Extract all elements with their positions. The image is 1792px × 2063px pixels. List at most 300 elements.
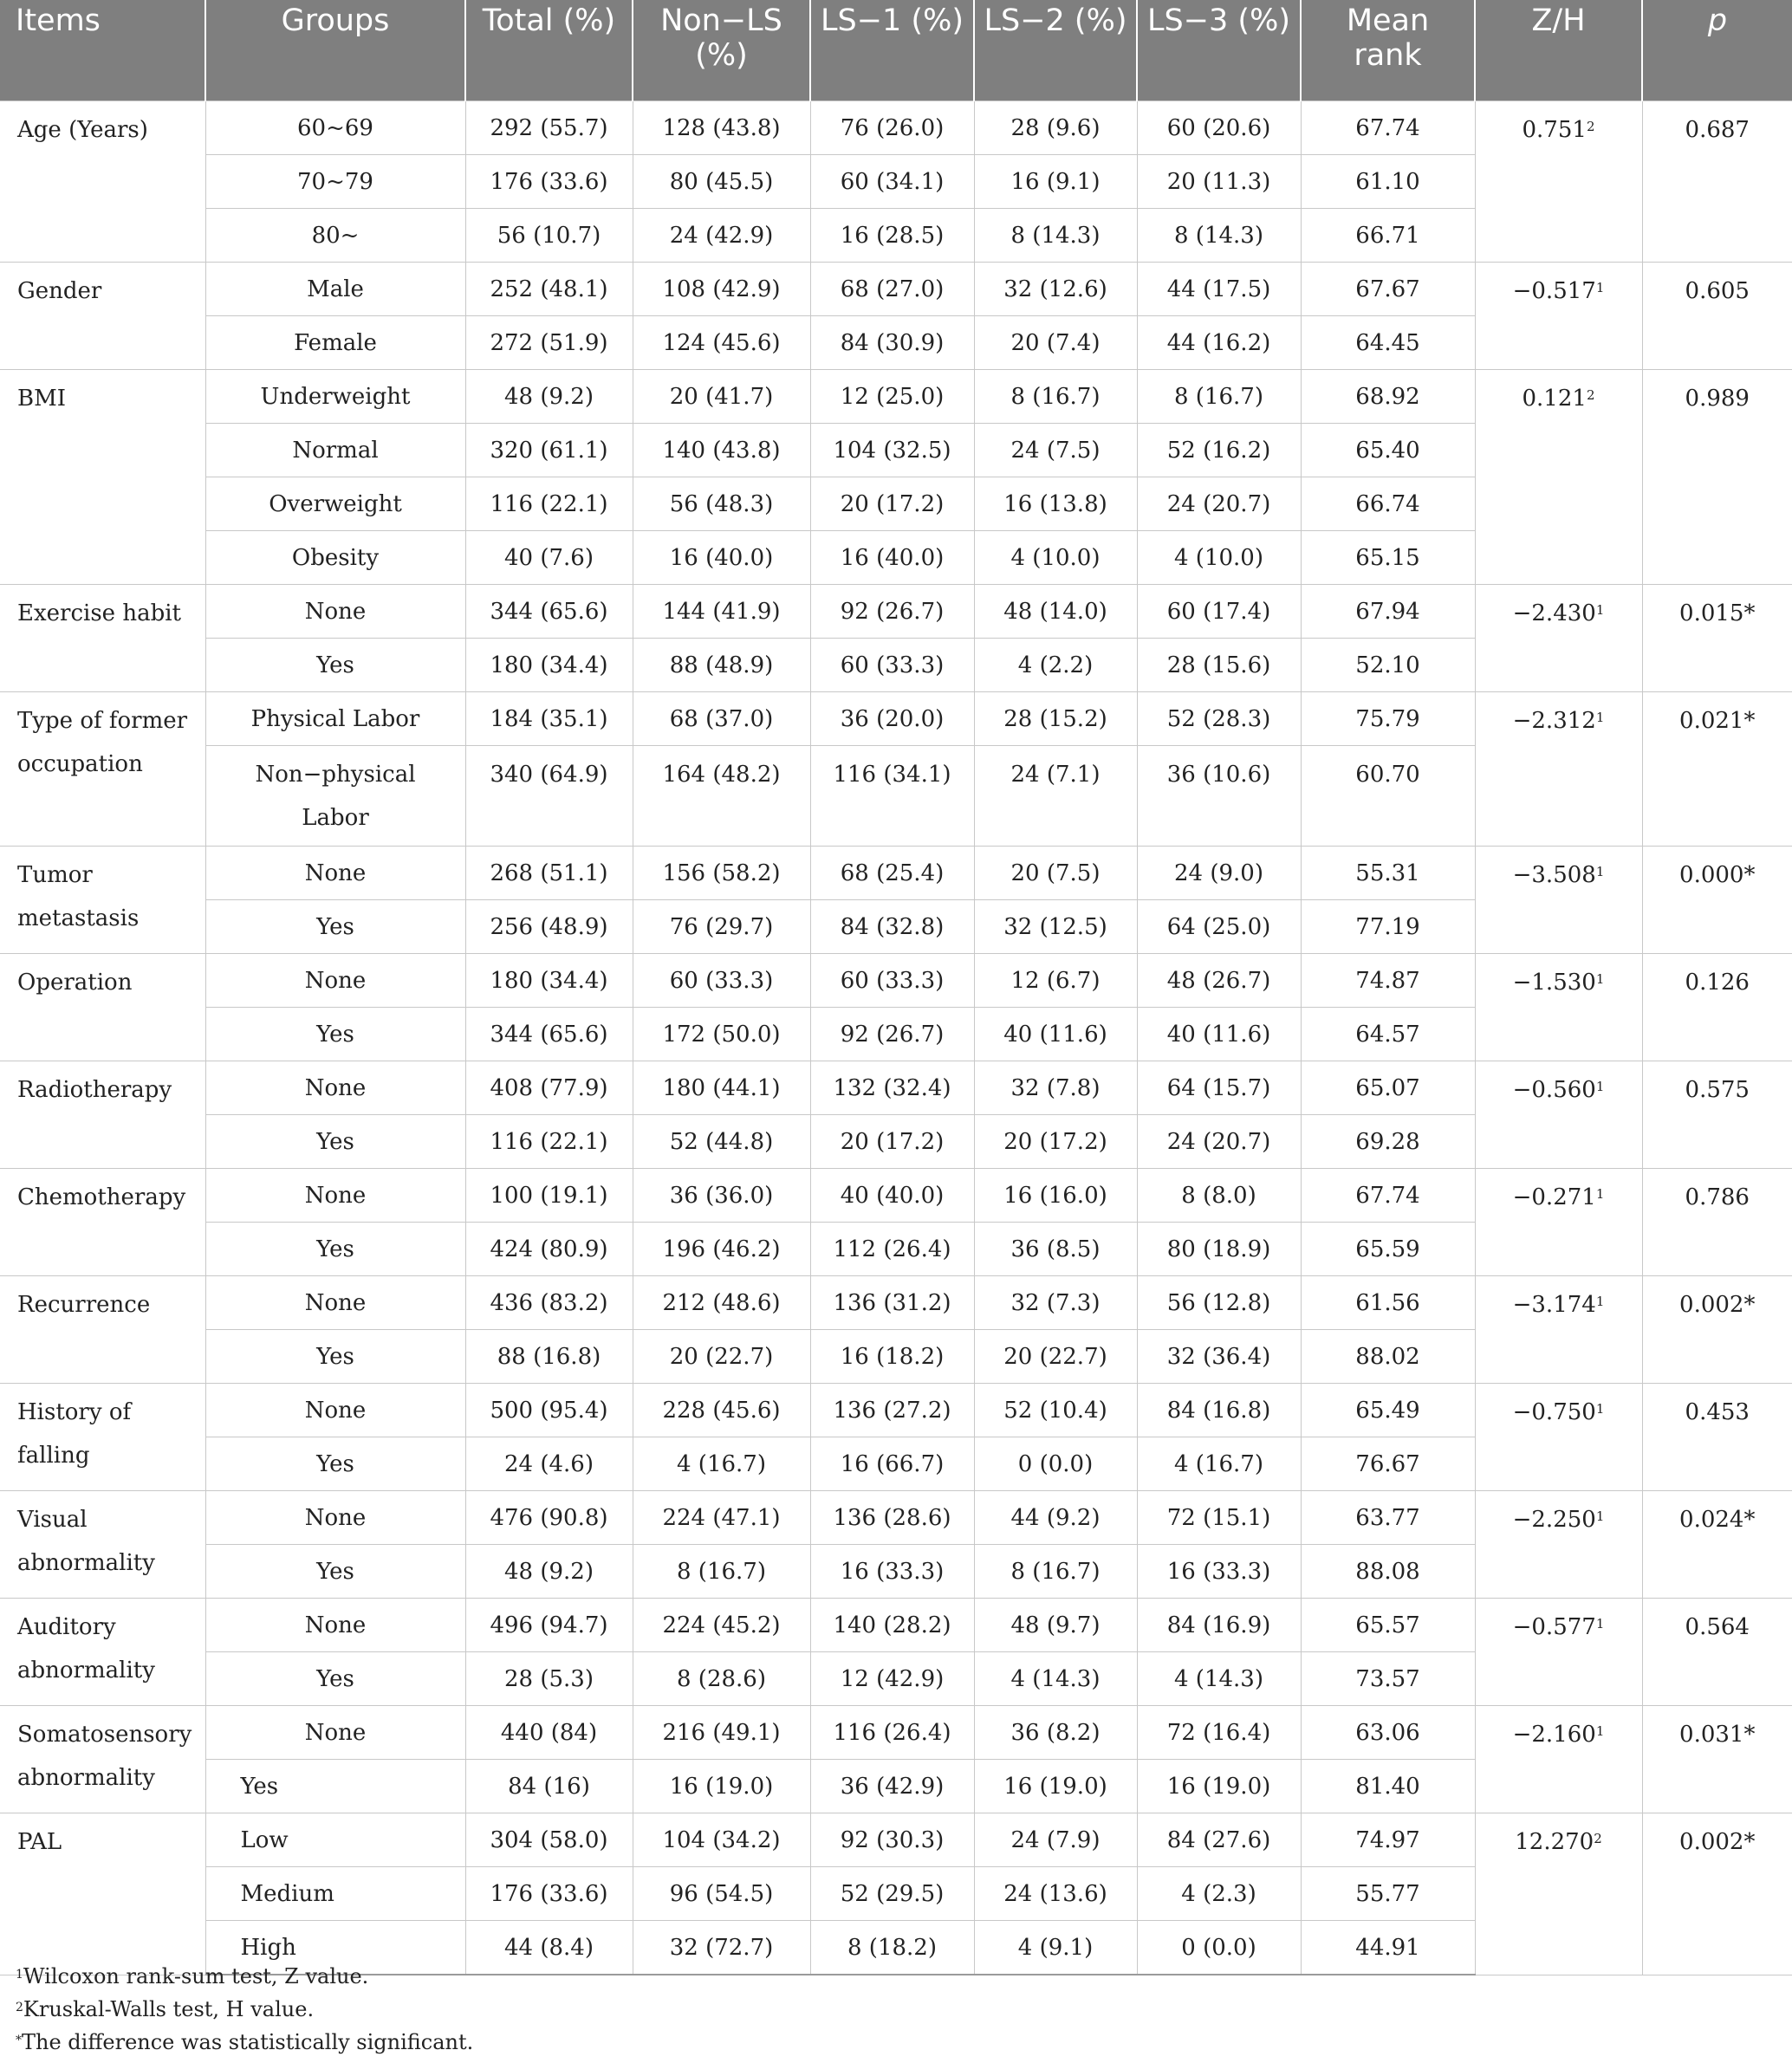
non-ls-cell: 164 (48.2) <box>633 746 810 847</box>
ls-1-cell: 36 (20.0) <box>810 692 974 746</box>
ls-1-cell: 16 (18.2) <box>810 1330 974 1384</box>
ls-1-cell: 16 (28.5) <box>810 209 974 263</box>
total-cell: 344 (65.6) <box>465 585 633 639</box>
ls-1-cell: 76 (26.0) <box>810 101 974 155</box>
ls-1-cell: 84 (30.9) <box>810 316 974 370</box>
ls-3-cell: 8 (16.7) <box>1137 370 1301 424</box>
p-value: 0.024* <box>1642 1491 1792 1599</box>
total-cell: 252 (48.1) <box>465 263 633 316</box>
ls-3-cell: 56 (12.8) <box>1137 1276 1301 1330</box>
non-ls-cell: 144 (41.9) <box>633 585 810 639</box>
item-label: Recurrence <box>0 1276 205 1384</box>
z-h-number: −0.560 <box>1512 1077 1596 1103</box>
ls-2-cell: 32 (7.3) <box>974 1276 1137 1330</box>
ls-3-cell: 32 (36.4) <box>1137 1330 1301 1384</box>
group-cell: None <box>205 585 465 639</box>
table-row <box>0 585 1792 639</box>
z-h-number: 12.270 <box>1515 1829 1594 1855</box>
non-ls-cell: 156 (58.2) <box>633 847 810 900</box>
z-h-value <box>1475 1276 1642 1384</box>
z-h-number: −2.160 <box>1512 1722 1596 1748</box>
ls-2-cell: 8 (16.7) <box>974 370 1137 424</box>
mean-rank-cell: 65.07 <box>1301 1061 1475 1115</box>
item-label: Chemotherapy <box>0 1169 205 1276</box>
total-cell: 44 (8.4) <box>465 1921 633 1975</box>
ls-3-cell: 72 (15.1) <box>1137 1491 1301 1545</box>
table-row <box>0 370 1792 424</box>
p-value: 0.564 <box>1642 1599 1792 1706</box>
total-cell: 496 (94.7) <box>465 1599 633 1652</box>
group-cell: 80~ <box>205 209 465 263</box>
footnote-1-marker: 1 <box>16 1968 23 1982</box>
non-ls-cell: 108 (42.9) <box>633 263 810 316</box>
header-mean-rank: Mean rank <box>1301 0 1475 101</box>
group-cell: Normal <box>205 424 465 477</box>
mean-rank-cell: 60.70 <box>1301 746 1475 847</box>
ls-2-cell: 16 (16.0) <box>974 1169 1137 1223</box>
z-h-number: −2.250 <box>1512 1507 1596 1533</box>
z-h-test-marker: 1 <box>1595 1079 1605 1094</box>
item-label: Visual abnormality <box>0 1491 205 1599</box>
non-ls-cell: 224 (45.2) <box>633 1599 810 1652</box>
total-cell: 180 (34.4) <box>465 954 633 1008</box>
footnote-2-marker: 2 <box>16 2001 23 2014</box>
group-cell: None <box>205 1599 465 1652</box>
ls-3-cell: 84 (27.6) <box>1137 1813 1301 1867</box>
table-row <box>0 1276 1792 1330</box>
group-cell: None <box>205 1706 465 1760</box>
ls-1-cell: 12 (25.0) <box>810 370 974 424</box>
non-ls-cell: 8 (28.6) <box>633 1652 810 1706</box>
group-cell: Yes <box>205 1437 465 1491</box>
z-h-test-marker: 2 <box>1586 119 1595 134</box>
z-h-number: −2.430 <box>1512 600 1596 626</box>
item-label: History of falling <box>0 1384 205 1491</box>
group-cell: Male <box>205 263 465 316</box>
footnote-3 <box>16 2026 473 2059</box>
group-cell: None <box>205 954 465 1008</box>
ls-2-cell: 24 (7.9) <box>974 1813 1137 1867</box>
group-cell: Physical Labor <box>205 692 465 746</box>
non-ls-cell: 180 (44.1) <box>633 1061 810 1115</box>
item-label: PAL <box>0 1813 205 1975</box>
ls-2-cell: 32 (12.6) <box>974 263 1137 316</box>
mean-rank-cell: 73.57 <box>1301 1652 1475 1706</box>
group-cell: None <box>205 1061 465 1115</box>
p-value: 0.687 <box>1642 101 1792 263</box>
non-ls-cell: 128 (43.8) <box>633 101 810 155</box>
ls-1-cell: 136 (31.2) <box>810 1276 974 1330</box>
header-ls-2: LS−2 (%) <box>974 0 1137 101</box>
ls-1-cell: 136 (28.6) <box>810 1491 974 1545</box>
mean-rank-cell: 65.57 <box>1301 1599 1475 1652</box>
total-cell: 476 (90.8) <box>465 1491 633 1545</box>
ls-3-cell: 64 (15.7) <box>1137 1061 1301 1115</box>
p-value: 0.015* <box>1642 585 1792 692</box>
ls-1-cell: 112 (26.4) <box>810 1223 974 1276</box>
mean-rank-cell: 66.71 <box>1301 209 1475 263</box>
z-h-number: −0.577 <box>1512 1614 1596 1640</box>
mean-rank-cell: 65.40 <box>1301 424 1475 477</box>
group-cell: Yes <box>205 1652 465 1706</box>
ls-1-cell: 20 (17.2) <box>810 477 974 531</box>
z-h-value <box>1475 1813 1642 1975</box>
footnote-3-marker: * <box>16 2034 22 2047</box>
z-h-number: −0.750 <box>1512 1399 1596 1425</box>
non-ls-cell: 16 (40.0) <box>633 531 810 585</box>
item-label: Auditory abnormality <box>0 1599 205 1706</box>
ls-2-cell: 8 (14.3) <box>974 209 1137 263</box>
group-cell: Low <box>205 1813 465 1867</box>
ls-2-cell: 4 (2.2) <box>974 639 1137 692</box>
group-cell: High <box>205 1921 465 1975</box>
total-cell: 180 (34.4) <box>465 639 633 692</box>
item-label: Age (Years) <box>0 101 205 263</box>
z-h-test-marker: 1 <box>1595 971 1605 987</box>
footnote-1-text: Wilcoxon rank-sum test, Z value. <box>23 1964 369 1988</box>
group-cell: Medium <box>205 1867 465 1921</box>
mean-rank-cell: 64.45 <box>1301 316 1475 370</box>
z-h-test-marker: 1 <box>1595 1508 1605 1524</box>
z-h-test-marker: 1 <box>1595 710 1605 725</box>
p-value: 0.126 <box>1642 954 1792 1061</box>
total-cell: 116 (22.1) <box>465 477 633 531</box>
z-h-value <box>1475 1706 1642 1813</box>
ls-2-cell: 36 (8.5) <box>974 1223 1137 1276</box>
non-ls-cell: 196 (46.2) <box>633 1223 810 1276</box>
ls-3-cell: 8 (8.0) <box>1137 1169 1301 1223</box>
mean-rank-cell: 75.79 <box>1301 692 1475 746</box>
item-label: Somatosensory abnormality <box>0 1706 205 1813</box>
footnote-3-text: The difference was statistically significant. <box>22 2030 474 2054</box>
group-cell: Yes <box>205 1545 465 1599</box>
ls-2-cell: 48 (9.7) <box>974 1599 1137 1652</box>
non-ls-cell: 212 (48.6) <box>633 1276 810 1330</box>
total-cell: 256 (48.9) <box>465 900 633 954</box>
non-ls-cell: 56 (48.3) <box>633 477 810 531</box>
ls-1-cell: 60 (33.3) <box>810 639 974 692</box>
p-value: 0.786 <box>1642 1169 1792 1276</box>
z-h-value <box>1475 692 1642 847</box>
ls-1-cell: 60 (33.3) <box>810 954 974 1008</box>
mean-rank-cell: 55.77 <box>1301 1867 1475 1921</box>
ls-3-cell: 72 (16.4) <box>1137 1706 1301 1760</box>
p-value: 0.031* <box>1642 1706 1792 1813</box>
z-h-test-marker: 1 <box>1595 1186 1605 1202</box>
total-cell: 48 (9.2) <box>465 370 633 424</box>
ls-1-cell: 68 (27.0) <box>810 263 974 316</box>
total-cell: 100 (19.1) <box>465 1169 633 1223</box>
ls-1-cell: 68 (25.4) <box>810 847 974 900</box>
ls-1-cell: 116 (26.4) <box>810 1706 974 1760</box>
mean-rank-cell: 69.28 <box>1301 1115 1475 1169</box>
ls-3-cell: 8 (14.3) <box>1137 209 1301 263</box>
total-cell: 24 (4.6) <box>465 1437 633 1491</box>
mean-rank-cell: 61.10 <box>1301 155 1475 209</box>
ls-2-cell: 24 (7.1) <box>974 746 1137 847</box>
z-h-test-marker: 1 <box>1595 602 1605 618</box>
mean-rank-cell: 88.02 <box>1301 1330 1475 1384</box>
mean-rank-cell: 64.57 <box>1301 1008 1475 1061</box>
group-cell: None <box>205 1384 465 1437</box>
ls-3-cell: 4 (16.7) <box>1137 1437 1301 1491</box>
ls-1-cell: 84 (32.8) <box>810 900 974 954</box>
ls-3-cell: 16 (33.3) <box>1137 1545 1301 1599</box>
mean-rank-cell: 74.97 <box>1301 1813 1475 1867</box>
item-label: Type of former occupation <box>0 692 205 847</box>
ls-3-cell: 24 (9.0) <box>1137 847 1301 900</box>
z-h-number: −3.174 <box>1512 1292 1596 1318</box>
non-ls-cell: 16 (19.0) <box>633 1760 810 1813</box>
table-row <box>0 1491 1792 1545</box>
total-cell: 340 (64.9) <box>465 746 633 847</box>
mean-rank-cell: 76.67 <box>1301 1437 1475 1491</box>
header-row <box>0 0 1792 101</box>
mean-rank-cell: 67.94 <box>1301 585 1475 639</box>
total-cell: 304 (58.0) <box>465 1813 633 1867</box>
ls-3-cell: 60 (20.6) <box>1137 101 1301 155</box>
z-h-test-marker: 1 <box>1595 864 1605 879</box>
ls-3-cell: 24 (20.7) <box>1137 1115 1301 1169</box>
p-value: 0.002* <box>1642 1276 1792 1384</box>
ls-2-cell: 16 (9.1) <box>974 155 1137 209</box>
ls-3-cell: 52 (16.2) <box>1137 424 1301 477</box>
z-h-value <box>1475 847 1642 954</box>
mean-rank-cell: 63.77 <box>1301 1491 1475 1545</box>
non-ls-cell: 52 (44.8) <box>633 1115 810 1169</box>
non-ls-cell: 228 (45.6) <box>633 1384 810 1437</box>
group-cell: Yes <box>205 1008 465 1061</box>
item-label: Operation <box>0 954 205 1061</box>
non-ls-cell: 224 (47.1) <box>633 1491 810 1545</box>
ls-2-cell: 20 (7.5) <box>974 847 1137 900</box>
mean-rank-cell: 66.74 <box>1301 477 1475 531</box>
non-ls-cell: 68 (37.0) <box>633 692 810 746</box>
mean-rank-cell: 44.91 <box>1301 1921 1475 1975</box>
ls-3-cell: 80 (18.9) <box>1137 1223 1301 1276</box>
mean-rank-cell: 65.49 <box>1301 1384 1475 1437</box>
ls-1-cell: 92 (26.7) <box>810 1008 974 1061</box>
ls-2-cell: 32 (7.8) <box>974 1061 1137 1115</box>
table-body <box>0 101 1792 1975</box>
ls-1-cell: 60 (34.1) <box>810 155 974 209</box>
ls-1-cell: 12 (42.9) <box>810 1652 974 1706</box>
total-cell: 28 (5.3) <box>465 1652 633 1706</box>
total-cell: 176 (33.6) <box>465 155 633 209</box>
table-row <box>0 1813 1792 1867</box>
total-cell: 424 (80.9) <box>465 1223 633 1276</box>
ls-2-cell: 20 (22.7) <box>974 1330 1137 1384</box>
z-h-value <box>1475 1061 1642 1169</box>
item-label: Tumor metastasis <box>0 847 205 954</box>
group-cell: Yes <box>205 1223 465 1276</box>
mean-rank-cell: 65.15 <box>1301 531 1475 585</box>
ls-3-cell: 48 (26.7) <box>1137 954 1301 1008</box>
ls-3-cell: 44 (17.5) <box>1137 263 1301 316</box>
header-ls-1: LS−1 (%) <box>810 0 974 101</box>
z-h-number: −0.271 <box>1512 1184 1596 1210</box>
header-p: p <box>1642 0 1792 101</box>
total-cell: 56 (10.7) <box>465 209 633 263</box>
group-cell: Yes <box>205 900 465 954</box>
z-h-value <box>1475 1384 1642 1491</box>
non-ls-cell: 24 (42.9) <box>633 209 810 263</box>
group-cell: Underweight <box>205 370 465 424</box>
group-cell: Yes <box>205 1760 465 1813</box>
ls-1-cell: 20 (17.2) <box>810 1115 974 1169</box>
ls-2-cell: 20 (7.4) <box>974 316 1137 370</box>
ls-2-cell: 48 (14.0) <box>974 585 1137 639</box>
total-cell: 292 (55.7) <box>465 101 633 155</box>
mean-rank-cell: 55.31 <box>1301 847 1475 900</box>
z-h-number: 0.751 <box>1522 117 1587 143</box>
group-cell: Yes <box>205 1115 465 1169</box>
z-h-value <box>1475 370 1642 585</box>
total-cell: 268 (51.1) <box>465 847 633 900</box>
ls-3-cell: 0 (0.0) <box>1137 1921 1301 1975</box>
mean-rank-cell: 74.87 <box>1301 954 1475 1008</box>
ls-1-cell: 40 (40.0) <box>810 1169 974 1223</box>
ls-2-cell: 24 (7.5) <box>974 424 1137 477</box>
non-ls-cell: 4 (16.7) <box>633 1437 810 1491</box>
ls-3-cell: 64 (25.0) <box>1137 900 1301 954</box>
total-cell: 500 (95.4) <box>465 1384 633 1437</box>
ls-2-cell: 20 (17.2) <box>974 1115 1137 1169</box>
z-h-test-marker: 1 <box>1595 1401 1605 1417</box>
item-label: Radiotherapy <box>0 1061 205 1169</box>
group-cell: None <box>205 1169 465 1223</box>
table-row <box>0 847 1792 900</box>
header-ls-3: LS−3 (%) <box>1137 0 1301 101</box>
z-h-value <box>1475 101 1642 263</box>
group-cell: None <box>205 847 465 900</box>
ls-1-cell: 52 (29.5) <box>810 1867 974 1921</box>
z-h-test-marker: 1 <box>1595 1723 1605 1739</box>
table-row <box>0 954 1792 1008</box>
ls-1-cell: 8 (18.2) <box>810 1921 974 1975</box>
mean-rank-cell: 81.40 <box>1301 1760 1475 1813</box>
ls-3-cell: 36 (10.6) <box>1137 746 1301 847</box>
ls-3-cell: 24 (20.7) <box>1137 477 1301 531</box>
ls-2-cell: 0 (0.0) <box>974 1437 1137 1491</box>
header-items: Items <box>0 0 205 101</box>
ls-2-cell: 4 (9.1) <box>974 1921 1137 1975</box>
total-cell: 88 (16.8) <box>465 1330 633 1384</box>
non-ls-cell: 88 (48.9) <box>633 639 810 692</box>
non-ls-cell: 104 (34.2) <box>633 1813 810 1867</box>
mean-rank-cell: 68.92 <box>1301 370 1475 424</box>
ls-2-cell: 12 (6.7) <box>974 954 1137 1008</box>
header-groups: Groups <box>205 0 465 101</box>
header-z-h: Z/H <box>1475 0 1642 101</box>
item-label: BMI <box>0 370 205 585</box>
p-value: 0.605 <box>1642 263 1792 370</box>
z-h-test-marker: 1 <box>1595 1616 1605 1632</box>
mean-rank-cell: 67.67 <box>1301 263 1475 316</box>
ls-2-cell: 36 (8.2) <box>974 1706 1137 1760</box>
non-ls-cell: 124 (45.6) <box>633 316 810 370</box>
ls-1-cell: 132 (32.4) <box>810 1061 974 1115</box>
ls-2-cell: 40 (11.6) <box>974 1008 1137 1061</box>
total-cell: 176 (33.6) <box>465 1867 633 1921</box>
z-h-value <box>1475 1491 1642 1599</box>
group-cell: Non−physical Labor <box>205 746 465 847</box>
total-cell: 320 (61.1) <box>465 424 633 477</box>
mean-rank-cell: 88.08 <box>1301 1545 1475 1599</box>
non-ls-cell: 216 (49.1) <box>633 1706 810 1760</box>
ls-3-cell: 4 (2.3) <box>1137 1867 1301 1921</box>
group-cell: Obesity <box>205 531 465 585</box>
ls-1-cell: 16 (33.3) <box>810 1545 974 1599</box>
mean-rank-cell: 77.19 <box>1301 900 1475 954</box>
ls-3-cell: 40 (11.6) <box>1137 1008 1301 1061</box>
z-h-test-marker: 2 <box>1594 1831 1602 1846</box>
p-value: 0.989 <box>1642 370 1792 585</box>
total-cell: 184 (35.1) <box>465 692 633 746</box>
footnote-2 <box>16 1993 473 2026</box>
z-h-number: −2.312 <box>1512 708 1596 734</box>
non-ls-cell: 32 (72.7) <box>633 1921 810 1975</box>
p-value: 0.021* <box>1642 692 1792 847</box>
group-cell: None <box>205 1276 465 1330</box>
group-cell: 70~79 <box>205 155 465 209</box>
ls-1-cell: 140 (28.2) <box>810 1599 974 1652</box>
ls-1-cell: 16 (66.7) <box>810 1437 974 1491</box>
non-ls-cell: 20 (41.7) <box>633 370 810 424</box>
footnote-1 <box>16 1960 473 1993</box>
group-cell: Yes <box>205 1330 465 1384</box>
total-cell: 436 (83.2) <box>465 1276 633 1330</box>
table-row <box>0 1384 1792 1437</box>
z-h-number: −1.530 <box>1512 970 1596 996</box>
ls-3-cell: 16 (19.0) <box>1137 1760 1301 1813</box>
table-row <box>0 263 1792 316</box>
ls-1-cell: 36 (42.9) <box>810 1760 974 1813</box>
total-cell: 344 (65.6) <box>465 1008 633 1061</box>
group-cell: None <box>205 1491 465 1545</box>
z-h-test-marker: 2 <box>1586 387 1595 403</box>
ls-2-cell: 4 (14.3) <box>974 1652 1137 1706</box>
z-h-number: 0.121 <box>1522 386 1587 412</box>
ls-1-cell: 104 (32.5) <box>810 424 974 477</box>
p-value: 0.575 <box>1642 1061 1792 1169</box>
ls-3-cell: 44 (16.2) <box>1137 316 1301 370</box>
ls-2-cell: 8 (16.7) <box>974 1545 1137 1599</box>
z-h-value <box>1475 585 1642 692</box>
table-row <box>0 1061 1792 1115</box>
mean-rank-cell: 63.06 <box>1301 1706 1475 1760</box>
header-non-ls: Non−LS (%) <box>633 0 810 101</box>
ls-3-cell: 52 (28.3) <box>1137 692 1301 746</box>
ls-2-cell: 4 (10.0) <box>974 531 1137 585</box>
non-ls-cell: 76 (29.7) <box>633 900 810 954</box>
ls-1-cell: 92 (26.7) <box>810 585 974 639</box>
table-row <box>0 1169 1792 1223</box>
ls-2-cell: 16 (19.0) <box>974 1760 1137 1813</box>
non-ls-cell: 172 (50.0) <box>633 1008 810 1061</box>
table-footnotes <box>16 1960 473 2059</box>
z-h-value <box>1475 1169 1642 1276</box>
ls-2-cell: 28 (9.6) <box>974 101 1137 155</box>
group-cell: Female <box>205 316 465 370</box>
ls-2-cell: 24 (13.6) <box>974 1867 1137 1921</box>
total-cell: 272 (51.9) <box>465 316 633 370</box>
mean-rank-cell: 67.74 <box>1301 1169 1475 1223</box>
table-row <box>0 692 1792 746</box>
non-ls-cell: 96 (54.5) <box>633 1867 810 1921</box>
ls-2-cell: 32 (12.5) <box>974 900 1137 954</box>
mean-rank-cell: 52.10 <box>1301 639 1475 692</box>
